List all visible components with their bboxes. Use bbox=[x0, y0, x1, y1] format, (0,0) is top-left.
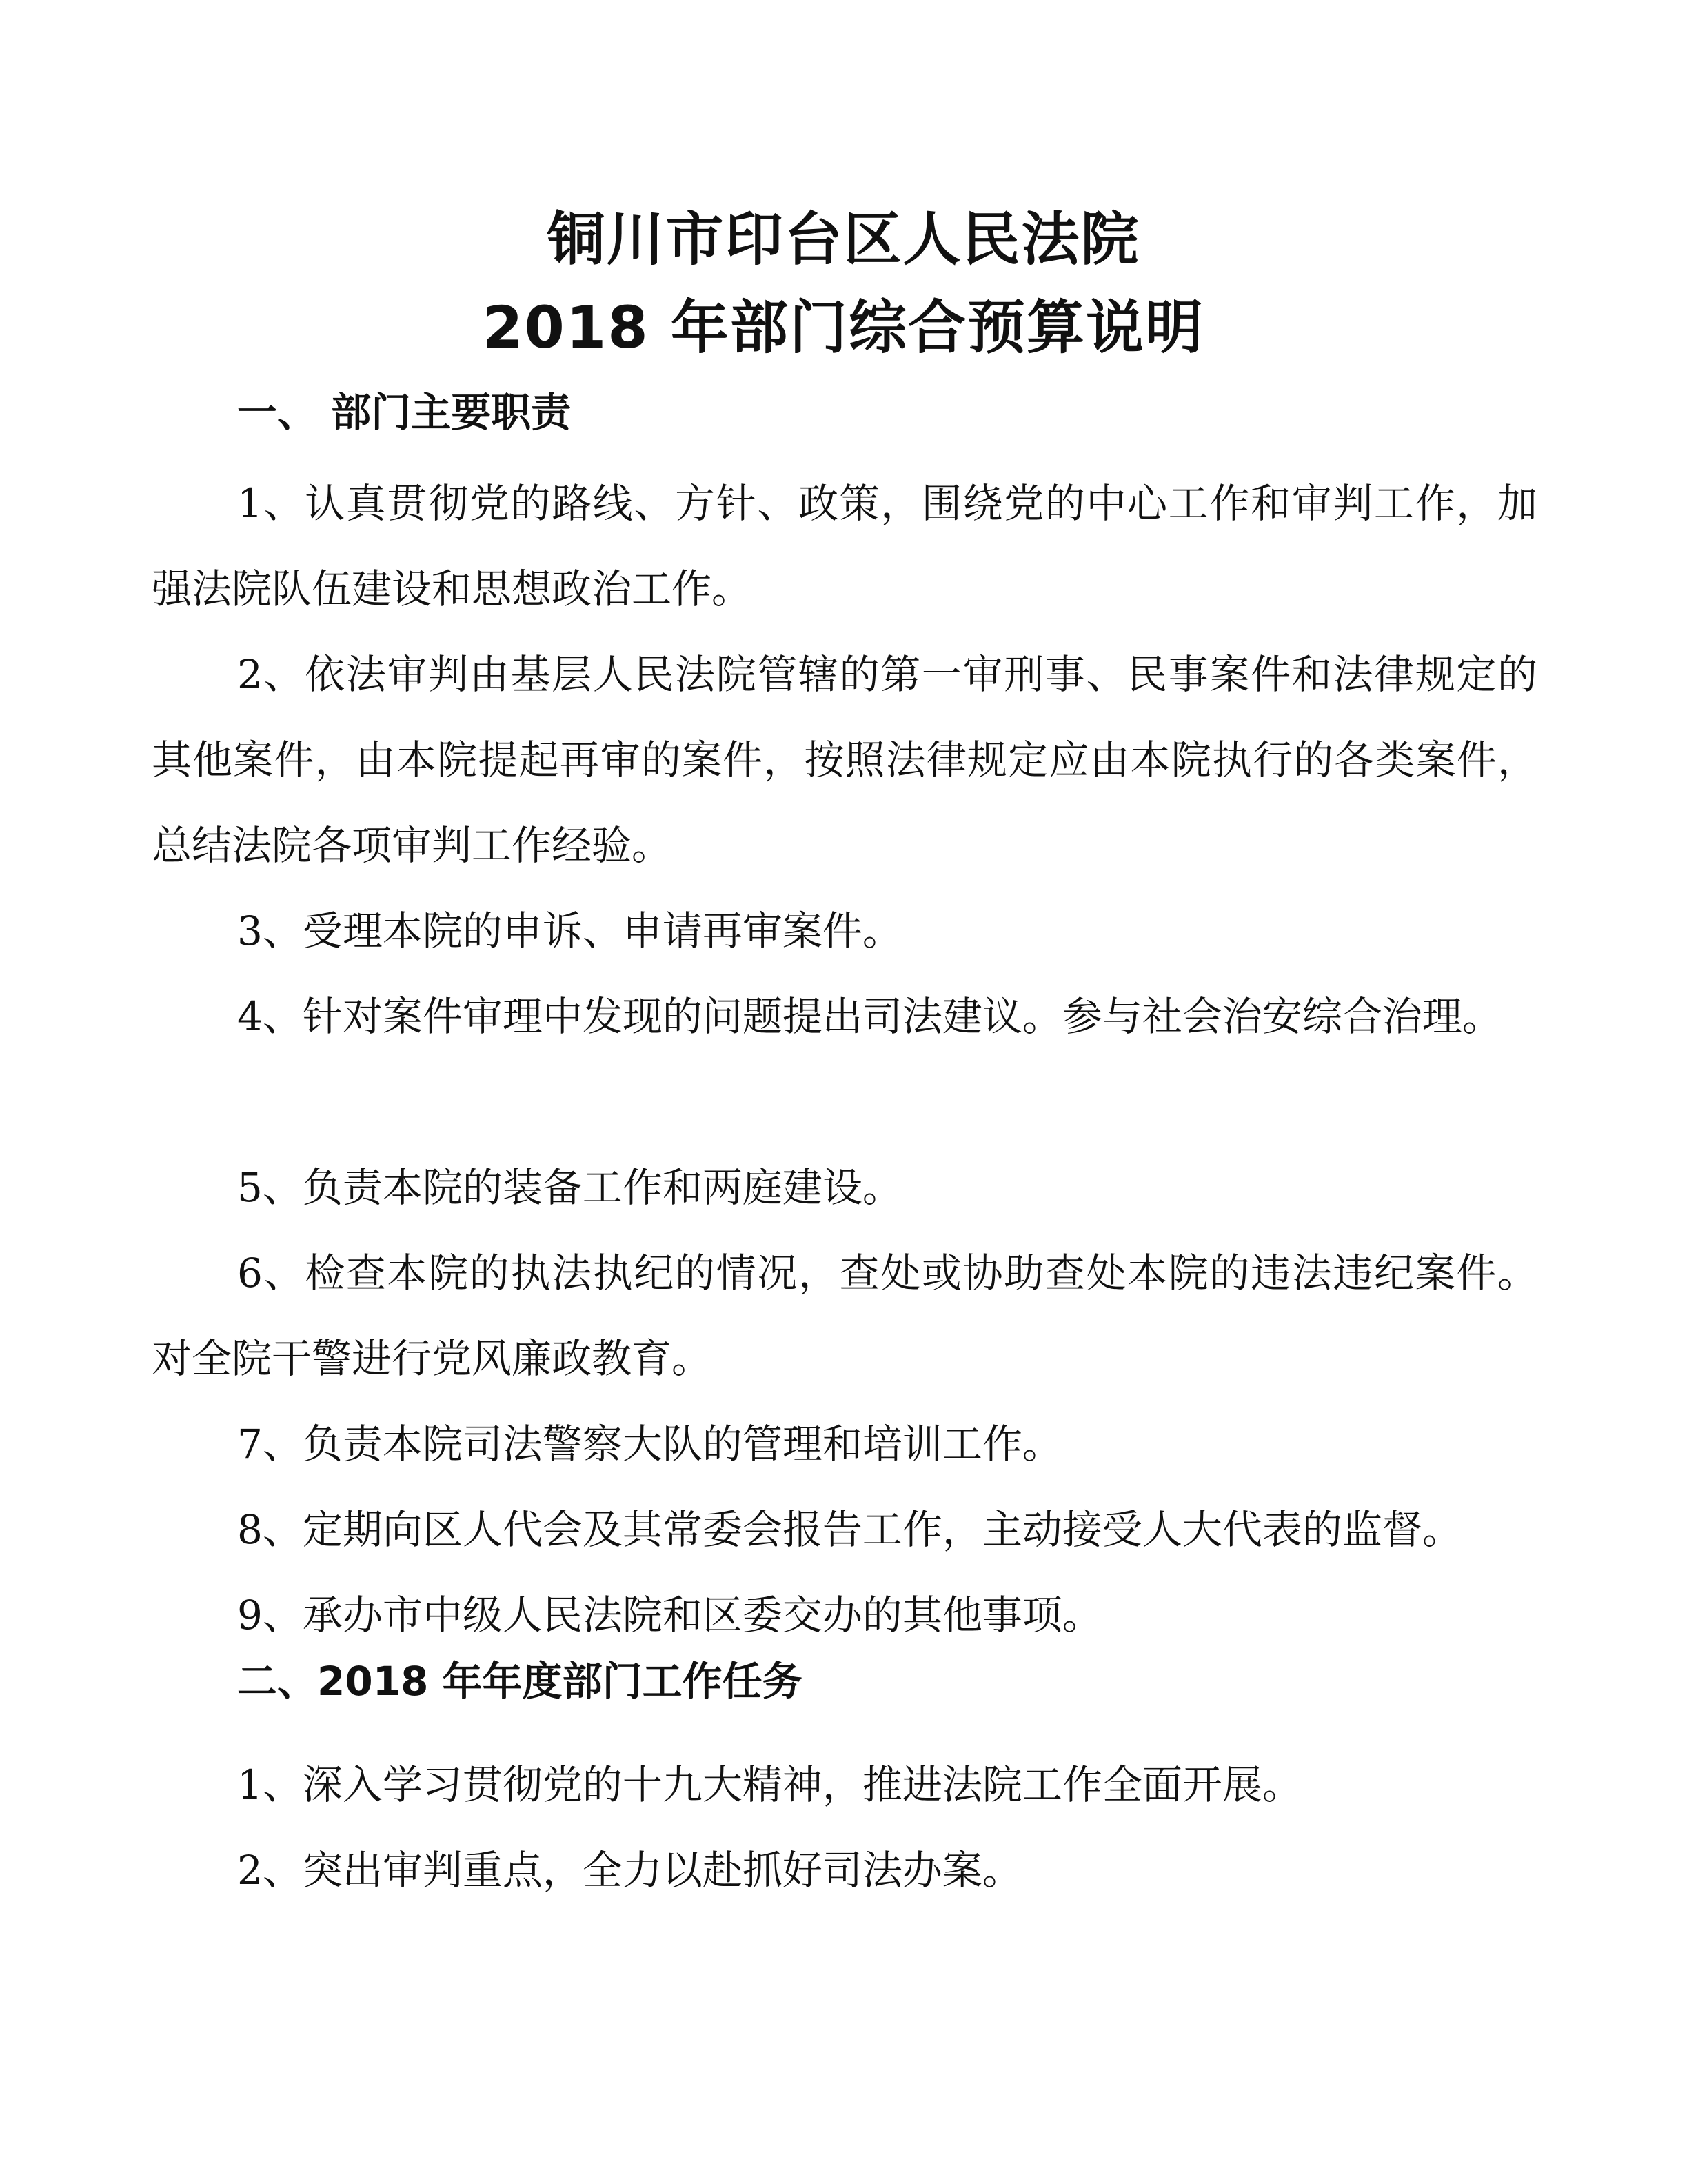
document-subtitle: 2018 年部门综合预算说明 bbox=[482, 294, 1205, 361]
document-title: 铜川市印台区人民法院 bbox=[547, 206, 1140, 273]
section-heading-duties: 一、 部门主要职责 bbox=[237, 389, 572, 436]
duty-item-3: 3、受理本院的申诉、申请再审案件。 bbox=[237, 908, 902, 954]
duty-item-6: 6、检查本院的执法执纪的情况，查处或协助查处本院的违法违纪案件。对全院干警进行党风廉政教育。 bbox=[152, 1250, 1537, 1382]
duty-item-4: 4、针对案件审理中发现的问题提出司法建议。参与社会治安综合治理。 bbox=[237, 993, 1502, 1040]
duty-item-8: 8、定期向区人代会及其常委会报告工作，主动接受人大代表的监督。 bbox=[237, 1506, 1462, 1553]
duty-item-5: 5、负责本院的装备工作和两庭建设。 bbox=[237, 1164, 902, 1211]
duty-item-2: 2、依法审判由基层人民法院管辖的第一审刑事、民事案件和法律规定的其他案件，由本院提起再审的案件，按照法律规定应由本院执行的各类案件，总结法院各项审判工作经验。 bbox=[152, 651, 1537, 869]
section-heading-tasks: 二、2018 年年度部门工作任务 bbox=[237, 1658, 802, 1705]
duty-item-9: 9、承办市中级人民法院和区委交办的其他事项。 bbox=[237, 1592, 1102, 1639]
duty-item-7: 7、负责本院司法警察大队的管理和培训工作。 bbox=[237, 1421, 1062, 1467]
task-item-1: 1、深入学习贯彻党的十九大精神，推进法院工作全面开展。 bbox=[237, 1761, 1302, 1808]
duty-item-1: 1、认真贯彻党的路线、方针、政策，围绕党的中心工作和审判工作，加强法院队伍建设和思想政治工作。 bbox=[152, 480, 1537, 612]
task-item-2: 2、突出审判重点，全力以赴抓好司法办案。 bbox=[237, 1847, 1022, 1894]
